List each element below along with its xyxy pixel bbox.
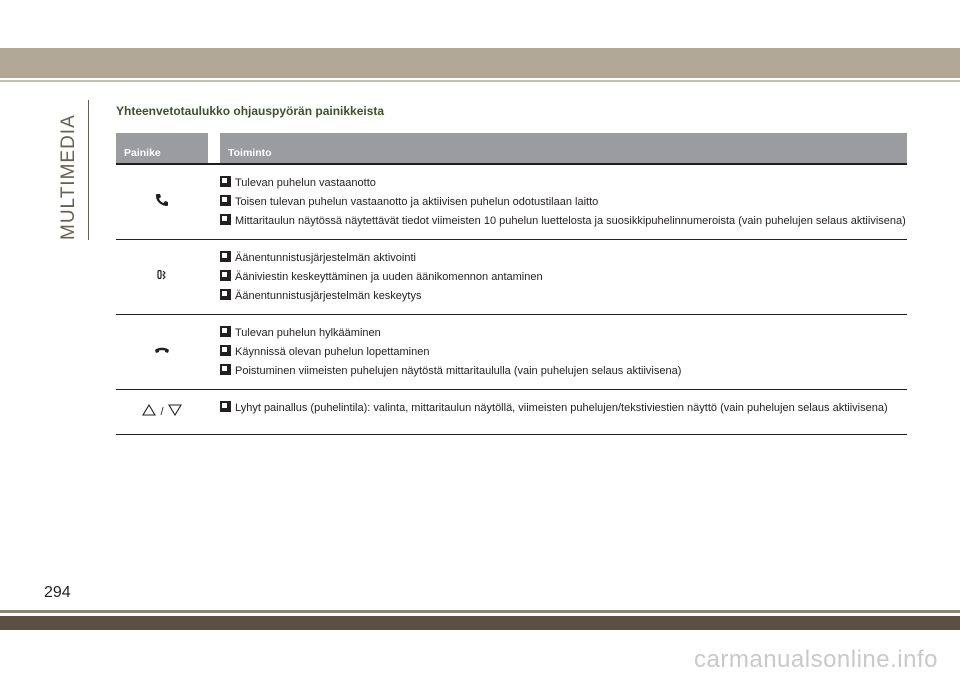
header-button: Painike bbox=[116, 133, 208, 164]
gap-cell bbox=[208, 164, 220, 240]
checkbox-bullet-icon bbox=[220, 214, 231, 225]
header-function: Toiminto bbox=[220, 133, 907, 164]
bottom-rule-thin bbox=[0, 610, 960, 613]
function-cell bbox=[220, 164, 907, 240]
list-item: Poistuminen viimeisten puhelujen näytöstä mittaritaululla (vain puhelujen selaus aktiivisena) bbox=[220, 364, 907, 378]
top-band-rule bbox=[0, 80, 960, 82]
checkbox-bullet-icon bbox=[220, 176, 231, 187]
voice-command-icon bbox=[155, 268, 169, 286]
checkbox-bullet-icon bbox=[220, 364, 231, 375]
page-number: 294 bbox=[44, 584, 71, 601]
phone-hangup-icon bbox=[154, 345, 170, 359]
watermark: carmanualsonline.info bbox=[694, 646, 938, 673]
list-item: Toisen tulevan puhelun vastaanotto ja aktiivisen puhelun odotustilaan laitto bbox=[220, 195, 907, 209]
bottom-color-band bbox=[0, 616, 960, 630]
table-row bbox=[116, 390, 907, 435]
side-rule bbox=[88, 100, 89, 240]
side-section-label: MULTIMEDIA bbox=[58, 114, 79, 240]
button-summary-table bbox=[116, 133, 907, 435]
gap-cell bbox=[208, 240, 220, 315]
button-cell bbox=[116, 315, 208, 390]
header-gap bbox=[208, 133, 220, 164]
checkbox-bullet-icon bbox=[220, 289, 231, 300]
list-item: Tulevan puhelun hylkääminen bbox=[220, 326, 907, 340]
checkbox-bullet-icon bbox=[220, 345, 231, 356]
checkbox-bullet-icon bbox=[220, 326, 231, 337]
arrow-separator: / bbox=[160, 405, 164, 418]
list-item: Tulevan puhelun vastaanotto bbox=[220, 176, 907, 190]
button-cell bbox=[116, 164, 208, 240]
list-item: Käynnissä olevan puhelun lopettaminen bbox=[220, 345, 907, 359]
list-item: Äänentunnistusjärjestelmän keskeytys bbox=[220, 289, 907, 303]
section-title: Yhteenvetotaulukko ohjauspyörän painikkeista bbox=[116, 104, 385, 118]
table-row bbox=[116, 240, 907, 315]
table-row bbox=[116, 164, 907, 240]
table-header-row bbox=[116, 133, 907, 164]
gap-cell bbox=[208, 315, 220, 390]
top-color-band bbox=[0, 48, 960, 78]
down-arrow-icon bbox=[168, 404, 182, 420]
table-row bbox=[116, 315, 907, 390]
list-item: Mittaritaulun näytössä näytettävät tiedot viimeisten 10 puhelun luettelosta ja suosikkipuhelinnumeroista (vain puhelujen selaus aktiivisena) bbox=[220, 214, 907, 228]
gap-cell bbox=[208, 390, 220, 435]
list-item: Ääniviestin keskeyttäminen ja uuden äänikomennon antaminen bbox=[220, 270, 907, 284]
function-cell bbox=[220, 390, 907, 435]
function-cell bbox=[220, 240, 907, 315]
button-cell bbox=[116, 390, 208, 435]
up-arrow-icon bbox=[142, 404, 156, 420]
checkbox-bullet-icon bbox=[220, 251, 231, 262]
phone-answer-icon bbox=[155, 193, 169, 211]
checkbox-bullet-icon bbox=[220, 401, 231, 412]
button-cell bbox=[116, 240, 208, 315]
function-cell bbox=[220, 315, 907, 390]
checkbox-bullet-icon bbox=[220, 270, 231, 281]
checkbox-bullet-icon bbox=[220, 195, 231, 206]
list-item: Äänentunnistusjärjestelmän aktivointi bbox=[220, 251, 907, 265]
list-item: Lyhyt painallus (puhelintila): valinta, mittaritaulun näytöllä, viimeisten puhelujen/tekstiviestien näyttö (vain puhelujen selaus aktiivisena) bbox=[220, 401, 907, 415]
